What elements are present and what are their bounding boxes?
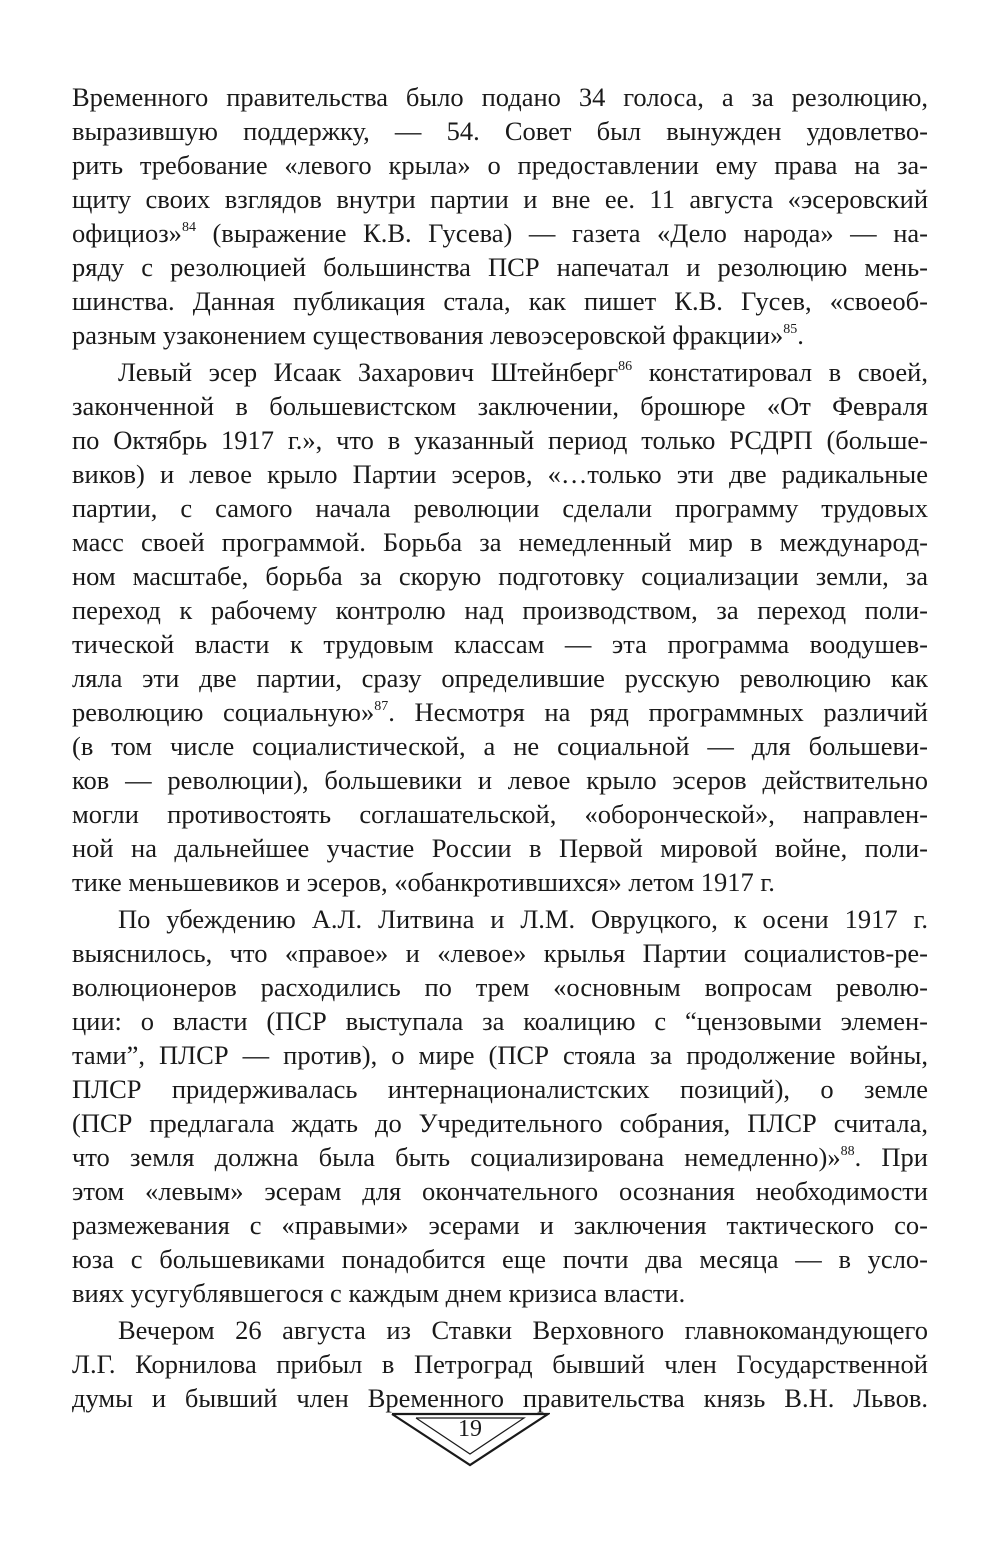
text-line: [72, 1313, 928, 1347]
text-line: [72, 729, 928, 763]
text-line: [72, 1208, 928, 1242]
text-line: [72, 661, 928, 695]
text-line: [72, 936, 928, 970]
text-run: законченной в большевистском заключении, брошюре «От Февраля: [72, 391, 928, 421]
text-line: [72, 216, 928, 250]
text-run: ляла эти две партии, сразу определившие русскую революцию как: [72, 663, 928, 693]
text-line: [72, 1140, 928, 1174]
text-run: Л.Г. Корнилова прибыл в Петроград бывший член Государственной: [72, 1349, 928, 1379]
text-run: ной на дальнейшее участие России в Первой мировой войне, поли-: [72, 833, 928, 863]
text-run: переход к рабочему контролю над производством, за переход поли-: [72, 595, 928, 625]
text-run: Временного правительства было подано 34 голоса, а за резолюцию,: [72, 82, 928, 112]
text-run: ном масштабе, борьба за скорую подготовку социализации земли, за: [72, 561, 928, 591]
text-run: тической власти к трудовым классам — эта программа воодушев-: [72, 629, 928, 659]
footnote-ref: 84: [181, 220, 196, 235]
text-line: [72, 423, 928, 457]
text-line: [72, 797, 928, 831]
text-run: ков — революции), большевики и левое крыло эсеров действительно: [72, 765, 928, 795]
text-run: думы и бывший член Временного правительства князь В.Н. Львов.: [72, 1383, 928, 1413]
text-line: [72, 250, 928, 284]
text-line: [72, 355, 928, 389]
text-run: размежевания с «правыми» эсерами и заключения тактического со-: [72, 1210, 928, 1240]
text-line: [72, 114, 928, 148]
text-run: юза с большевиками понадобится еще почти два месяца — в усло-: [72, 1244, 928, 1274]
text-run: разным узаконением существования левоэсеровской фракции»: [72, 320, 784, 350]
text-run: рить требование «левого крыла» о предоставлении ему права на за-: [72, 150, 928, 180]
text-line: [72, 593, 928, 627]
text-run: (в том числе социалистической, а не социальной — для большеви-: [72, 731, 928, 761]
text-run: шинства. Данная публикация стала, как пишет К.В. Гусев, «своеоб-: [72, 286, 928, 316]
text-line: [72, 80, 928, 114]
text-run: тами”, ПЛСР — против), о мире (ПСР стояла за продолжение войны,: [72, 1040, 928, 1070]
text-line: [72, 1038, 928, 1072]
footnote-ref: 85: [783, 322, 798, 337]
text-run: виях усугублявшегося с каждым днем кризиса власти.: [72, 1278, 686, 1308]
text-line: [72, 1174, 928, 1208]
text-line: [72, 1106, 928, 1140]
text-run: По убеждению А.Л. Литвина и Л.М. Овруцкого, к осени 1917 г.: [118, 904, 928, 934]
text-line: [72, 865, 928, 899]
text-line: [72, 457, 928, 491]
text-line: [72, 284, 928, 318]
text-line: [72, 318, 928, 352]
text-line: [72, 182, 928, 216]
text-run: партии, с самого начала революции сделали программу трудовых: [72, 493, 928, 523]
text-run: официоз»: [72, 218, 182, 248]
text-run: Вечером 26 августа из Ставки Верховного главнокомандующего: [118, 1315, 928, 1345]
text-run: масс своей программой. Борьба за немедленный мир в междунарoд-: [72, 527, 928, 557]
paragraph: [72, 1313, 928, 1415]
text-run: . При: [854, 1142, 928, 1172]
text-line: [72, 389, 928, 423]
text-line: [72, 1242, 928, 1276]
paragraph: [72, 355, 928, 899]
text-run: тике меньшевиков и эсеров, «обанкротившихся» летом 1917 г.: [72, 867, 775, 897]
text-line: [72, 491, 928, 525]
paragraph: [72, 902, 928, 1310]
text-run: . Несмотря на ряд программных различий: [388, 697, 928, 727]
text-line: [72, 831, 928, 865]
text-run: констатировал в своей,: [632, 357, 928, 387]
text-run: революцию социальную»: [72, 697, 375, 727]
text-line: [72, 902, 928, 936]
text-line: [72, 1347, 928, 1381]
text-line: [72, 148, 928, 182]
text-run: выразившую поддержку, — 54. Совет был вынужден удовлетво-: [72, 116, 928, 146]
text-line: [72, 525, 928, 559]
text-line: [72, 1004, 928, 1038]
page-number-ornament: [390, 1408, 550, 1468]
text-run: ции: о власти (ПСР выступала за коалицию с “цензовыми элемен-: [72, 1006, 928, 1036]
text-run: виков) и левое крыло Партии эсеров, «…только эти две радикальные: [72, 459, 928, 489]
text-run: могли противостоять соглашательской, «оборонческой», направлен-: [72, 799, 928, 829]
text-run: .: [797, 320, 804, 350]
page-number: 19: [458, 1416, 482, 1442]
footnote-ref: 87: [374, 699, 389, 714]
text-run: (выражение К.В. Гусева) — газета «Дело народа» — на-: [195, 218, 928, 248]
text-line: [72, 627, 928, 661]
text-run: ПЛСР придерживалась интернационалистских позиций), о земле: [72, 1074, 928, 1104]
text-run: щиту своих взглядов внутри партии и вне ее. 11 августа «эсеровский: [72, 184, 928, 214]
footnote-ref: 88: [840, 1144, 855, 1159]
text-run: что земля должна была быть социализирована немедленно)»: [72, 1142, 841, 1172]
footnote-ref: 86: [618, 359, 633, 374]
page-body: [72, 80, 928, 1415]
text-run: Левый эсер Исаак Захарович Штейнберг: [118, 357, 619, 387]
text-line: [72, 1276, 928, 1310]
text-run: выяснилось, что «правое» и «левое» крылья Партии социалистов-ре-: [72, 938, 928, 968]
text-line: [72, 970, 928, 1004]
text-run: волюционеров расходились по трем «основным вопросам револю-: [72, 972, 928, 1002]
text-run: этом «левым» эсерам для окончательного осознания необходимости: [72, 1176, 928, 1206]
text-line: [72, 1072, 928, 1106]
text-line: [72, 559, 928, 593]
text-run: (ПСР предлагала ждать до Учредительного собрания, ПЛСР считала,: [72, 1108, 928, 1138]
text-run: ряду с резолюцией большинства ПСР напечатал и резолюцию мень-: [72, 252, 928, 282]
text-line: [72, 695, 928, 729]
text-run: по Октябрь 1917 г.», что в указанный период только РСДРП (больше-: [72, 425, 928, 455]
text-line: [72, 763, 928, 797]
paragraph: [72, 80, 928, 352]
